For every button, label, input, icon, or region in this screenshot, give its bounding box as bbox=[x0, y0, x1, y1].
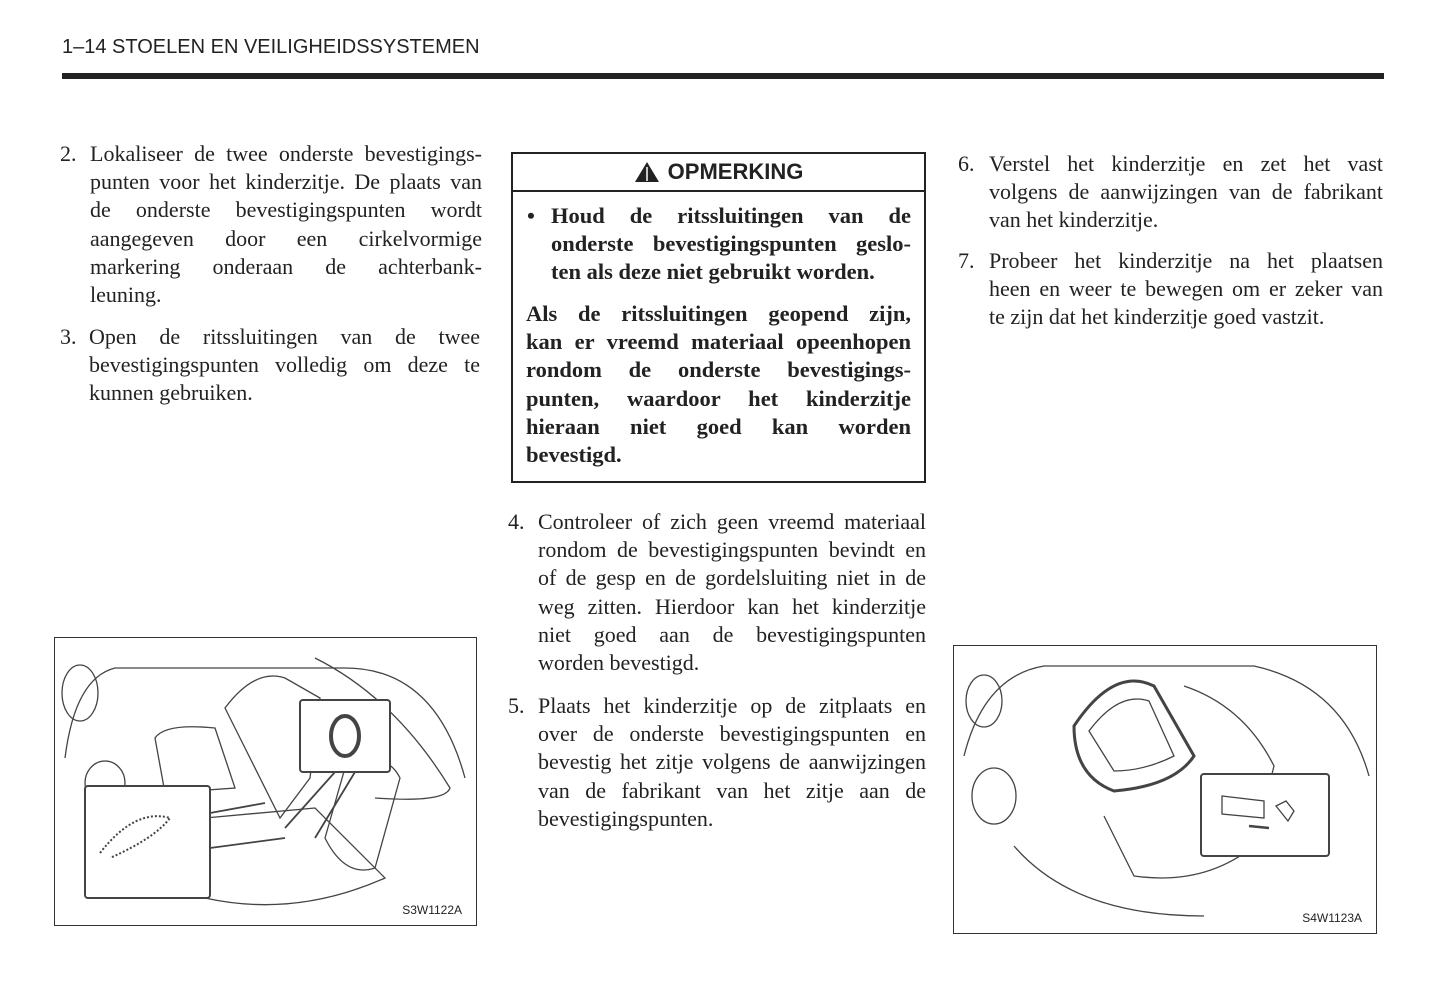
text-line: bevestigd. bbox=[526, 441, 622, 467]
step-text bbox=[90, 140, 482, 309]
text-line: leuning. bbox=[90, 281, 162, 307]
text-line: punten, waardoor het kinderzitje bbox=[526, 385, 911, 411]
text-line: Controleer of zich geen vreemd materiaal bbox=[538, 509, 926, 534]
figure-code: S4W1123A bbox=[1302, 911, 1362, 925]
step-text bbox=[89, 323, 480, 408]
note-bullet-text bbox=[551, 202, 911, 287]
text-line: Probeer het kinderzitje na het plaatsen bbox=[989, 248, 1383, 273]
text-line: kunnen gebruiken. bbox=[89, 380, 253, 406]
note-paragraph bbox=[526, 300, 911, 469]
text-line: Houd de ritssluitingen van de bbox=[551, 203, 911, 228]
text-line: Als de ritssluitingen geopend zijn, bbox=[526, 301, 911, 326]
figure-code: S3W1122A bbox=[402, 903, 462, 917]
text-line: volgens de aanwijzingen van de fabrikant bbox=[989, 179, 1383, 205]
text-line: weg zitten. Hierdoor kan het kinderzitje bbox=[538, 593, 926, 619]
text-line: of de gesp en de gordelsluiting niet in de bbox=[538, 565, 926, 591]
text-line: hieraan niet goed kan worden bbox=[526, 413, 911, 439]
step-text bbox=[538, 508, 926, 677]
text-line: Open de ritssluitingen van de twee bbox=[89, 324, 480, 349]
step-number: 7. bbox=[958, 248, 975, 273]
text-line: de onderste bevestigingspunten wordt bbox=[90, 197, 482, 223]
text-line: te zijn dat het kinderzitje goed vastzit. bbox=[989, 304, 1325, 330]
text-line: Plaats het kinderzitje op de zitplaats en bbox=[538, 693, 926, 718]
note-header bbox=[513, 154, 924, 192]
text-line: Lokaliseer de twee onderste bevestigings- bbox=[90, 141, 482, 166]
text-line: van het kinderzitje. bbox=[989, 207, 1159, 233]
text-line: bevestigingspunten. bbox=[538, 805, 714, 831]
step-number: 6. bbox=[958, 151, 975, 176]
step-number: 4. bbox=[508, 509, 525, 534]
step-text bbox=[989, 150, 1383, 235]
text-line: niet goed aan de bevestigingspunten bbox=[538, 621, 926, 647]
note-title: OPMERKING bbox=[667, 159, 804, 184]
figure-seat-anchor-points bbox=[54, 637, 477, 926]
text-line: aangegeven door een cirkelvormige bbox=[90, 225, 482, 251]
header-rule bbox=[62, 73, 1384, 79]
step-text bbox=[989, 247, 1383, 332]
text-line: ten als deze niet gebruikt worden. bbox=[551, 259, 875, 285]
text-line: worden bevestigd. bbox=[538, 649, 700, 675]
text-line: rondom de bevestigingspunten bevindt en bbox=[538, 537, 926, 563]
text-line: bevestigingspunten volledig om deze te bbox=[89, 352, 480, 378]
note-box bbox=[511, 152, 926, 483]
text-line: bevestig het zitje volgens de aanwijzingen bbox=[538, 749, 926, 775]
step-text bbox=[538, 692, 926, 833]
step-number: 2. bbox=[60, 141, 77, 166]
figure-child-seat-installed bbox=[953, 645, 1377, 934]
child-seat-illustration bbox=[954, 646, 1375, 932]
page-header: 1–14 STOELEN EN VEILIGHEIDSSYSTEMEN bbox=[62, 36, 480, 58]
warning-icon bbox=[634, 161, 660, 183]
text-line: van de fabrikant van het zitje aan de bbox=[538, 777, 926, 803]
bullet: • bbox=[527, 203, 535, 228]
text-line: heen en weer te bewegen om er zeker van bbox=[989, 276, 1383, 302]
rear-seat-illustration bbox=[55, 638, 475, 924]
text-line: onderste bevestigingspunten geslo- bbox=[551, 231, 911, 257]
text-line: markering onderaan de achterbank- bbox=[90, 253, 482, 279]
step-number: 3. bbox=[60, 324, 77, 349]
text-line: Verstel het kinderzitje en zet het vast bbox=[989, 151, 1383, 176]
text-line: rondom de onderste bevestigings- bbox=[526, 357, 911, 383]
text-line: kan er vreemd materiaal opeenhopen bbox=[526, 329, 911, 355]
text-line: punten voor het kinderzitje. De plaats van bbox=[90, 169, 482, 195]
text-line: over de onderste bevestigingspunten en bbox=[538, 721, 926, 747]
step-number: 5. bbox=[508, 693, 525, 718]
